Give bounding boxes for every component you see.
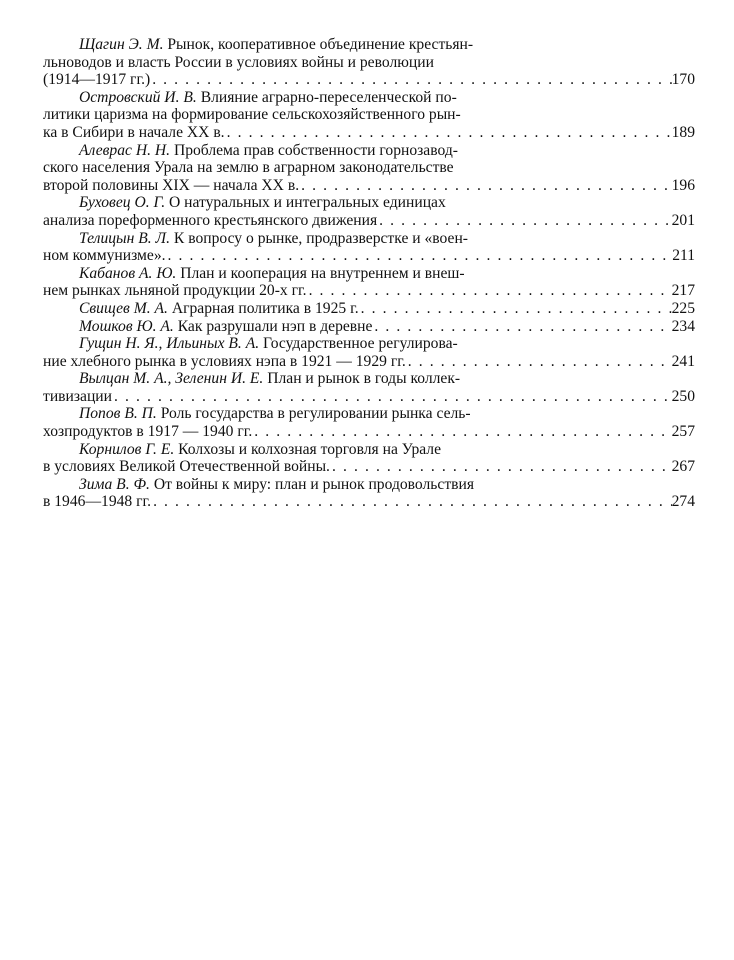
toc-entry-line <box>43 177 695 195</box>
toc-entry-author: Щагин Э. М. <box>79 36 164 53</box>
toc-entry-author: Попов В. П. <box>79 405 157 423</box>
toc-entry-author: Мошков Ю. А. <box>79 317 174 335</box>
dot-leader <box>150 71 671 89</box>
toc-entry-line <box>43 212 695 230</box>
toc-entry-title: К вопросу о рынке, продразверстке и «воен- <box>170 229 469 247</box>
toc-entry-title: Влияние аграрно-переселенческой по- <box>196 88 457 106</box>
toc-entry-title: тивизации <box>43 387 112 405</box>
toc-entry <box>43 335 695 370</box>
toc-entry <box>43 476 695 511</box>
toc-entry-title: в 1946—1948 гг. <box>43 493 152 511</box>
toc-entry-line <box>43 300 695 318</box>
dot-leader <box>252 423 671 441</box>
toc-entry <box>43 89 695 142</box>
dot-leader <box>299 177 672 195</box>
dot-leader <box>330 458 672 476</box>
toc-entry-page-number: 196 <box>671 176 695 194</box>
toc-entry <box>43 265 695 300</box>
dot-leader <box>307 282 672 300</box>
toc-entry <box>43 405 695 440</box>
toc-entry-page-number: 225 <box>671 299 695 317</box>
toc-entry <box>43 318 695 336</box>
toc-entry-line <box>43 36 695 54</box>
toc-entry-title: (1914—1917 гг.) <box>43 71 151 89</box>
toc-entry-line <box>43 124 695 142</box>
toc-entry-line <box>43 405 695 423</box>
dot-leader <box>151 493 672 511</box>
toc-entry-title: Как разрушали нэп в деревне <box>173 317 373 335</box>
toc-entry-line <box>43 106 695 124</box>
toc-entry-page-number: 274 <box>671 493 695 511</box>
toc-entry-author: Буховец О. Г. <box>79 194 166 212</box>
toc-entry-title: Государственное регулирова- <box>259 335 458 353</box>
toc-entry-title: План и кооперация на внутреннем и внеш- <box>176 264 465 282</box>
toc-entry <box>43 300 695 318</box>
toc-entry <box>43 194 695 229</box>
toc-entry-title: Проблема прав собственности горнозавод- <box>170 141 458 159</box>
toc-entry-line <box>43 230 695 248</box>
toc-entry-title: Аграрная политика в 1925 г. <box>167 299 359 317</box>
toc-entry-page-number: 241 <box>671 352 695 370</box>
toc-entry-title: ка в Сибири в начале XX в. <box>43 123 225 141</box>
toc-entry-title: От войны к миру: план и рынок продовольствия <box>149 475 475 493</box>
toc-entry-title: Роль государства в регулировании рынка сель- <box>156 405 471 423</box>
toc-entry-page-number: 201 <box>671 211 695 229</box>
toc-entry-page-number: 170 <box>671 71 695 89</box>
toc-entry-title: нем рынках льняной продукции 20-х гг. <box>43 282 307 300</box>
toc-entry-title: Колхозы и колхозная торговля на Урале <box>174 440 442 458</box>
toc-entry-line <box>43 353 695 371</box>
toc-entry-title: О натуральных и интегральных единицах <box>165 194 446 212</box>
toc-entry-author: Зима В. Ф. <box>79 475 150 493</box>
toc-entry-title: ном коммунизме». <box>43 247 166 265</box>
dot-leader <box>372 318 671 336</box>
toc-entry-author: Гущин Н. Я., Ильиных В. А. <box>79 335 260 353</box>
toc-entry-title: в условиях Великой Отечественной войны. <box>43 458 330 476</box>
toc-entry-author: Кабанов А. Ю. <box>79 264 177 282</box>
toc-entry-author: Телицын В. Л. <box>79 229 171 247</box>
toc-entry-line <box>43 194 695 212</box>
toc-entry-line <box>43 54 695 72</box>
toc-entry-title: План и рынок в годы коллек- <box>263 370 461 388</box>
toc-entry-page-number: 189 <box>671 123 695 141</box>
dot-leader <box>225 124 672 142</box>
toc-entry-line <box>43 476 695 494</box>
toc-entry-line <box>43 265 695 283</box>
toc-entry-page-number: 234 <box>671 317 695 335</box>
toc-entry-title: ние хлебного рынка в условиях нэпа в 1921 — 1929 гг. <box>43 352 406 370</box>
toc-entry-page-number: 257 <box>671 423 695 441</box>
dot-leader <box>112 388 672 406</box>
toc-entry <box>43 370 695 405</box>
toc-entry-title: второй половины XIX — начала XX в. <box>43 176 300 194</box>
toc-entry-title: хозпродуктов в 1917 — 1940 гг. <box>43 423 253 441</box>
toc-entry-title: ского населения Урала на землю в аграрном законодательстве <box>43 159 454 177</box>
toc-entry <box>43 142 695 195</box>
toc-entry-line <box>43 247 695 265</box>
toc-entry-line <box>43 159 695 177</box>
toc-entry-author: Свищев М. А. <box>79 299 168 317</box>
toc-entry-title: анализа пореформенного крестьянского движения <box>43 211 378 229</box>
toc-entry-line <box>43 318 695 336</box>
toc-entry-title: Рынок, кооперативное объединение крестьян- <box>163 36 474 53</box>
toc-entry-page-number: 267 <box>671 458 695 476</box>
toc-entry-author: Островский И. В. <box>79 88 197 106</box>
toc-entry-line <box>43 142 695 160</box>
toc-entry-page-number: 217 <box>671 282 695 300</box>
toc-entry-line <box>43 282 695 300</box>
toc-entry-line <box>43 388 695 406</box>
toc-entry-line <box>43 441 695 459</box>
toc-entry-title: льноводов и власть России в условиях войны и революции <box>43 53 434 71</box>
toc-entry-line <box>43 493 695 511</box>
toc-entry <box>43 36 695 89</box>
toc-entry-line <box>43 370 695 388</box>
toc-entry-line <box>43 458 695 476</box>
toc-entry-title: литики царизма на формирование сельскохозяйственного рын- <box>43 106 461 124</box>
dot-leader <box>359 300 672 318</box>
toc-entry-line <box>43 423 695 441</box>
dot-leader <box>377 212 671 230</box>
toc-entry-author: Вылцан М. А., Зеленин И. Е. <box>79 370 264 388</box>
toc-entry <box>43 441 695 476</box>
toc-entry-page-number: 250 <box>671 387 695 405</box>
toc-entry-line <box>43 335 695 353</box>
toc-entry <box>43 230 695 265</box>
table-of-contents <box>43 36 695 511</box>
toc-entry-line <box>43 89 695 107</box>
dot-leader <box>406 353 672 371</box>
toc-entry-author: Корнилов Г. Е. <box>79 440 175 458</box>
toc-entry-line <box>43 71 695 89</box>
toc-entry-page-number: 211 <box>672 247 695 265</box>
dot-leader <box>166 247 673 265</box>
toc-entry-author: Алеврас Н. Н. <box>79 141 171 159</box>
